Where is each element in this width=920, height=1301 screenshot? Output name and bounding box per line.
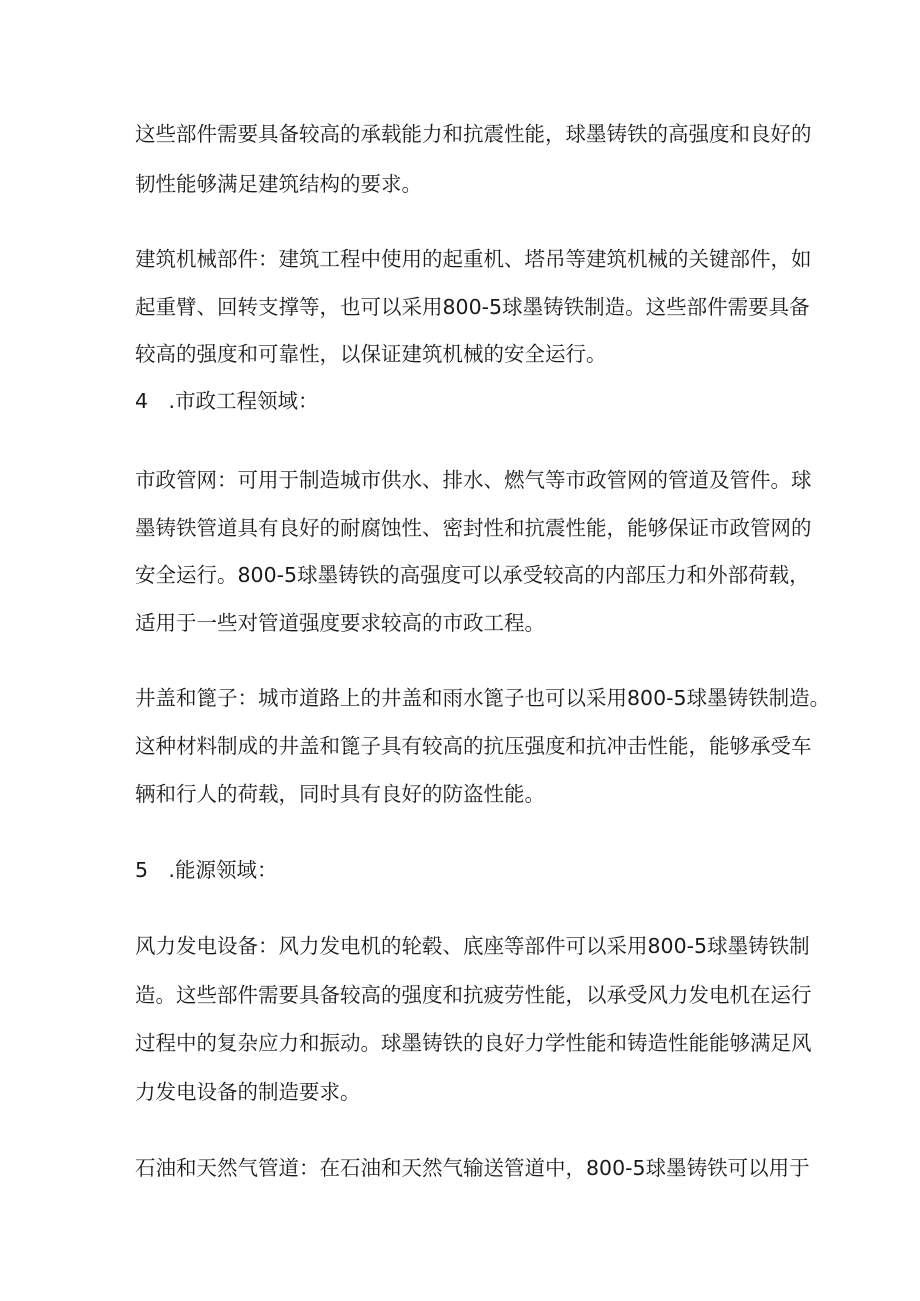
text-line: 力发电设备的制造要求。: [135, 1080, 361, 1104]
text-line: 这种材料制成的井盖和篦子具有较高的抗压强度和抗冲击性能，能够承受车: [135, 734, 812, 758]
text-line: 韧性能够满足建筑结构的要求。: [135, 172, 422, 196]
text-line: 墨铸铁管道具有良好的耐腐蚀性、密封性和抗震性能，能够保证市政管网的: [135, 516, 812, 540]
text-line: 过程中的复杂应力和振动。球墨铸铁的良好力学性能和铸造性能能够满足风: [135, 1031, 812, 1055]
text-line: 造。这些部件需要具备较高的强度和抗疲劳性能，以承受风力发电机在运行: [135, 983, 812, 1007]
text-line: 安全运行。800-5球墨铸铁的高强度可以承受较高的内部压力和外部荷载，: [135, 563, 810, 587]
text-line: 井盖和篦子：城市道路上的井盖和雨水篦子也可以采用800-5球墨铸铁制造。: [135, 686, 831, 710]
text-line: 石油和天然气管道：在石油和天然气输送管道中，800-5球墨铸铁可以用于: [135, 1156, 810, 1180]
text-line: 适用于一些对管道强度要求较高的市政工程。: [135, 611, 545, 635]
text-line: 起重臂、回转支撑等，也可以采用800-5球墨铸铁制造。这些部件需要具备: [135, 295, 810, 319]
text-line: 这些部件需要具备较高的承载能力和抗震性能，球墨铸铁的高强度和良好的: [135, 122, 812, 146]
text-line: 辆和行人的荷载，同时具有良好的防盗性能。: [135, 782, 545, 806]
section-heading: 5 .能源领域：: [135, 858, 278, 882]
text-line: 较高的强度和可靠性，以保证建筑机械的安全运行。: [135, 342, 607, 366]
text-line: 建筑机械部件：建筑工程中使用的起重机、塔吊等建筑机械的关键部件，如: [135, 247, 812, 271]
text-line: 市政管网：可用于制造城市供水、排水、燃气等市政管网的管道及管件。球: [135, 468, 812, 492]
text-line: 风力发电设备：风力发电机的轮毂、底座等部件可以采用800-5球墨铸铁制: [135, 934, 810, 958]
section-heading: 4 .市政工程领域：: [135, 389, 319, 413]
